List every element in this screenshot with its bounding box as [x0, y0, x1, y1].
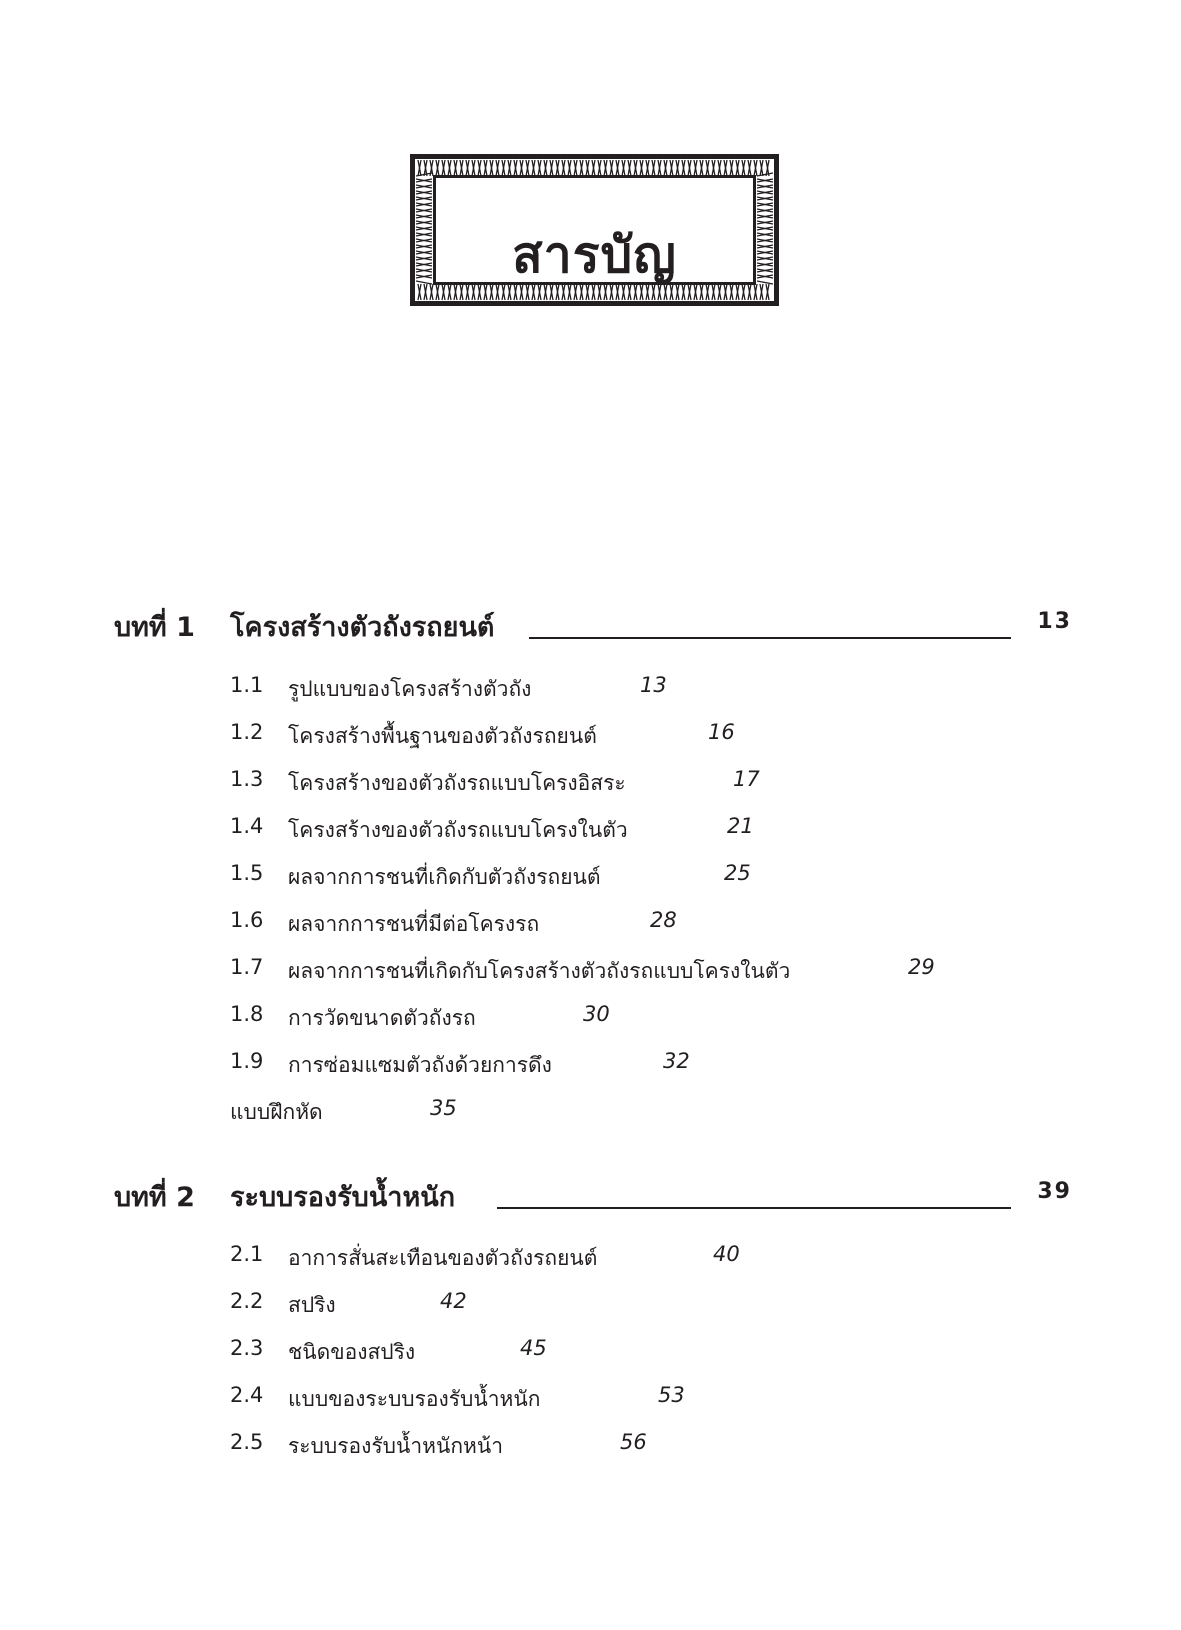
section-number: 1.8 [230, 1002, 264, 1026]
section-number: 1.2 [230, 720, 264, 744]
section-title: การซ่อมแซมตัวถังด้วยการดึง [288, 1053, 552, 1077]
section-number: 1.9 [230, 1049, 264, 1073]
exercise-title: แบบฝึกหัด [230, 1100, 323, 1124]
page-title: สารบัญ [512, 226, 677, 284]
section-page-number: 56 [620, 1430, 647, 1454]
section-page-number: 21 [727, 814, 754, 838]
section-title: รูปแบบของโครงสร้างตัวถัง [288, 677, 532, 701]
section-title: ผลจากการชนที่เกิดกับโครงสร้างตัวถังรถแบบโครงในตัว [288, 959, 791, 983]
chapter-page-number: 13 [1037, 609, 1072, 634]
section-page-number: 25 [724, 861, 751, 885]
chapter-title: โครงสร้างตัวถังรถยนต์ [230, 612, 495, 643]
chapter-title: ระบบรองรับน้ำหนัก [230, 1182, 456, 1213]
section-number: 2.1 [230, 1242, 264, 1266]
section-title: สปริง [288, 1293, 336, 1317]
chapter-number: บทที่ 2 [114, 1182, 195, 1213]
section-page-number: 16 [708, 720, 735, 744]
section-number: 2.5 [230, 1430, 264, 1454]
section-page-number: 40 [713, 1242, 740, 1266]
section-page-number: 32 [663, 1049, 690, 1073]
section-number: 1.5 [230, 861, 264, 885]
section-page-number: 17 [733, 767, 760, 791]
title-inner-box [433, 175, 756, 285]
section-page-number: 13 [640, 673, 667, 697]
chapter-page-number: 39 [1037, 1179, 1072, 1204]
section-page-number: 45 [520, 1336, 547, 1360]
chapter-heading [114, 605, 1072, 645]
section-page-number: 42 [440, 1289, 467, 1313]
section-title: ผลจากการชนที่เกิดกับตัวถังรถยนต์ [288, 865, 601, 889]
section-page-number: 29 [908, 955, 935, 979]
section-title: ระบบรองรับน้ำหนักหน้า [288, 1434, 504, 1458]
exercise-page-number: 35 [430, 1096, 457, 1120]
chapter-leader-line [497, 1207, 1011, 1209]
section-title: โครงสร้างของตัวถังรถแบบโครงอิสระ [288, 771, 626, 795]
section-title: แบบของระบบรองรับน้ำหนัก [288, 1387, 541, 1411]
section-number: 2.3 [230, 1336, 264, 1360]
section-title: การวัดขนาดตัวถังรถ [288, 1006, 476, 1030]
section-title: ผลจากการชนที่มีต่อโครงรถ [288, 912, 540, 936]
section-page-number: 30 [583, 1002, 610, 1026]
section-number: 2.2 [230, 1289, 264, 1313]
section-number: 1.3 [230, 767, 264, 791]
section-title: อาการสั่นสะเทือนของตัวถังรถยนต์ [288, 1246, 598, 1270]
section-number: 2.4 [230, 1383, 264, 1407]
section-title: ชนิดของสปริง [288, 1340, 416, 1364]
section-page-number: 53 [658, 1383, 685, 1407]
section-page-number: 28 [650, 908, 677, 932]
chapter-heading [114, 1175, 1072, 1215]
chapter-leader-line [529, 637, 1011, 639]
section-number: 1.7 [230, 955, 264, 979]
section-number: 1.6 [230, 908, 264, 932]
section-number: 1.4 [230, 814, 264, 838]
section-title: โครงสร้างของตัวถังรถแบบโครงในตัว [288, 818, 628, 842]
section-title: โครงสร้างพื้นฐานของตัวถังรถยนต์ [288, 724, 597, 748]
title-frame [410, 154, 779, 306]
section-number: 1.1 [230, 673, 264, 697]
chapter-number: บทที่ 1 [114, 612, 195, 643]
